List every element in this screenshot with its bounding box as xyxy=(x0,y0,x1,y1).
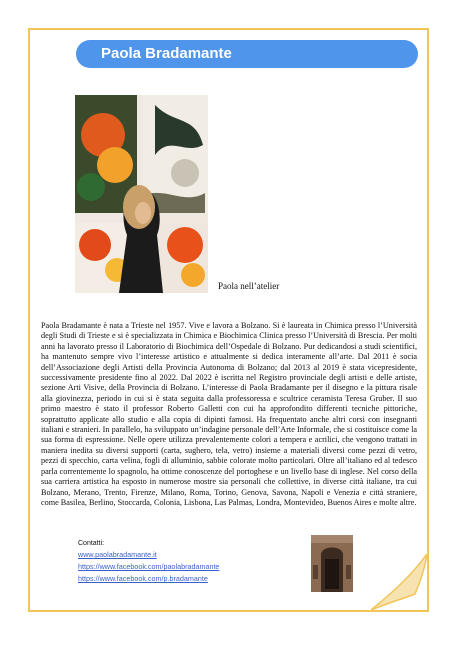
contacts-block xyxy=(78,540,219,583)
facebook-link-1[interactable]: https://www.facebook.com/paolabradamante xyxy=(78,562,220,571)
facebook-link-2[interactable]: https://www.facebook.com/p.bradamante xyxy=(78,574,208,583)
page-title: Paola Bradamante xyxy=(76,40,418,68)
photo-caption: Paola nell’atelier xyxy=(218,281,280,291)
biography-text: Paola Bradamante è nata a Trieste nel 1957. Vive e lavora a Bolzano. Si è laureata in Chimica presso l’Università degli Studi di Trieste e si è specializzata in Chimica e Biochimica Clinica presso l’Università di Brescia. Per molti anni ha lavorato presso il Laboratorio di Biochimica dell’Ospedale di Bolzano. Pur dedicandosi a studi scientifici, ha mantenuto sempre vivo l’interesse artistico e attualmente si dedica interamente all’arte. Dal 2011 è socia dell’Associazione degli Artisti della Provincia Autonoma di Bolzano; dal 2013 al 2019 è stata vicepresidente, successivamente presidente fino al 2022. Dal 2022 è iscritta nel Registro provinciale degli artisti e delle artiste, sezione Arti Visive, della Provincia di Bolzano. L’interesse di Paola Bradamante per il disegno e la pittura risale alla giovinezza, periodo in cui si è stata seguita dalla professoressa e scultrice ceramista Teresa Gruber. Il suo primo maestro è stato il professor Roberto Galletti con cui ha approfondito differenti tecniche pittoriche, soprattutto applicate allo studio e alla copia di dipinti famosi. Ha frequentato anche altri corsi con insegnanti italiani e stranieri. In parallelo, ha sviluppato un’indagine personale dell’Arte Informale, che si costituisce come la sua forma di espressione. Nelle opere utilizza prevalentemente colori a tempera e acrilici, che vengono trattati in maniera inedita su diversi supporti (carta, sughero, tela, vetro) insieme a materiali diversi come pezzi di vetro, pezzi di specchio, carta velina, fogli di alluminio, sabbie colorate molto particolari. Oltre all’italiano ed al tedesco parla correntemente lo spagnolo, ha ottime conoscenze del portoghese e un livello base di inglese. Nel corso della sua carriera artistica ha esposto in numerose mostre sia personali che collettive, in diverse città italiane, tra cui Bolzano, Merano, Trento, Firenze, Milano, Roma, Torino, Genova, Savona, Napoli e Venezia e città straniere, come Basilea, Berlino, Stoccarda, Colonia, Lisbona, Las Palmas, Londra, Montevideo, Buenos Aires e molte altre. xyxy=(41,321,417,507)
atelier-photo xyxy=(75,95,208,293)
page-curl-icon xyxy=(371,554,427,610)
website-link[interactable]: www.paolabradamante.it xyxy=(78,550,157,559)
studio-door-photo xyxy=(311,535,353,592)
contacts-label: Contatti: xyxy=(78,540,105,547)
